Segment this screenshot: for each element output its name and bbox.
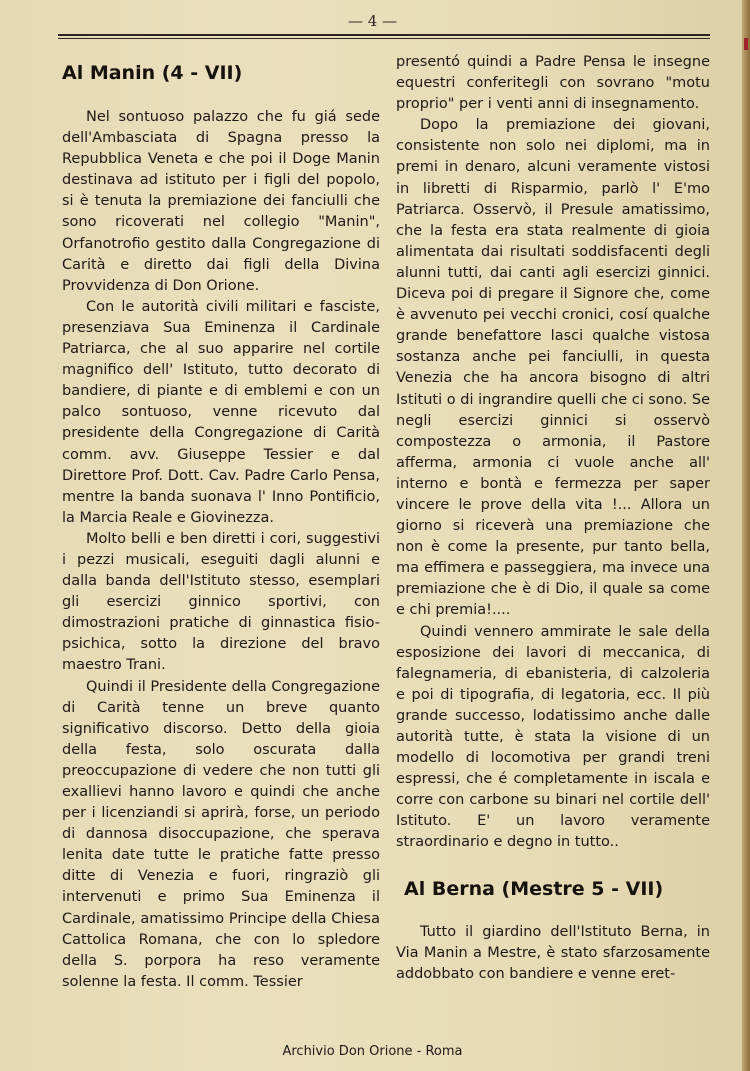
section-heading-manin: Al Manin (4 - VII) (62, 62, 243, 84)
section-heading-berna: Al Berna (Mestre 5 - VII) (404, 877, 664, 900)
article-paragraph: Quindi il Presidente della Congregazione di Carità tenne un breve quanto significativo discorso. Detto della gioia della festa, solo oscurata dalla preoccupazione di vedere che non tutti gli exallievi hanno lavoro e quindi che anche per i licenziandi si aprirà, forse, un periodo di dannosa disoccupazione, che sperava lenita date tutte le pratiche fatte presso ditte di Venezia e fuori, ringraziò gli intervenuti e primo Sua Eminenza il Cardinale, amatissimo Principe della Chiesa Cattolica Romana, che con lo spledore della S. porpora ha reso veramente solenne la festa. Il comm. Tessier (62, 678, 380, 990)
article-paragraph: presentó quindi a Padre Pensa le insegne equestri conferitegli con sovrano "motu proprio" per i venti anni di insegnamento. (396, 54, 710, 113)
red-marker (744, 38, 748, 50)
article-paragraph: Tutto il giardino dell'Istituto Berna, in Via Manin a Mestre, è stato sfarzosamente addobbato con bandiere e venne eret- (396, 923, 710, 982)
page-number: — 4 — (347, 12, 398, 30)
article-paragraph: Molto belli e ben diretti i cori, suggestivi i pezzi musicali, eseguiti dagli alunni e dalla banda dell'Istituto stesso, esemplari gli esercizi ginnico sportivi, con dimostrazioni pratiche di ginnastica fisio-psichica, sotto la direzione del bravo maestro Trani. (62, 530, 380, 674)
right-column (396, 52, 710, 985)
header-rule (58, 34, 710, 36)
left-column (62, 52, 380, 993)
article-paragraph: Quindi vennero ammirate le sale della esposizione dei lavori di meccanica, di falegnameria, di ebanisteria, di calzoleria e poi di tipografia, di legatoria, ecc. Il più grande successo, lodatissimo anche dalle autorità tutte, è stata la visione di un modello di locomotiva per grandi treni espressi, che é completamente in iscala e corre con carbone su binari nel cortile dell' Istituto. E' un lavoro veramente straordinario e degno in tutto.. (396, 623, 710, 851)
article-paragraph: Nel sontuoso palazzo che fu giá sede dell'Ambasciata di Spagna presso la Repubblica Veneta e che poi il Doge Manin destinava ad istituto per i figli del popolo, si è tenuta la premiazione dei fanciulli che sono ricoverati nel collegio "Manin", Orfanotrofio gestito dalla Congregazione di Carità e diretto dai figli della Divina Provvidenza di Don Orione. (62, 109, 380, 294)
page-edge (742, 0, 750, 1071)
header-rule-thin (58, 38, 710, 39)
archive-footer: Archivio Don Orione - Roma (282, 1044, 463, 1059)
article-paragraph: Con le autorità civili militari e fasciste, presenziava Sua Eminenza il Cardinale Patriarca, che al suo apparire nel cortile magnifico dell' Istituto, tutto decorato di bandiere, di piante e di emblemi e con un palco sontuoso, venne ricevuto dal presidente della Congregazione di Carità comm. avv. Giuseppe Tessier e dal Direttore Prof. Dott. Cav. Padre Carlo Pensa, mentre la banda suonava l' Inno Pontificio, la Marcia Reale e Giovinezza. (62, 298, 380, 526)
article-paragraph: Dopo la premiazione dei giovani, consistente non solo nei diplomi, ma in premi in denaro, alcuni veramente vistosi in libretti di Risparmio, parlò l' E'mo Patriarca. Osservò, il Presule amatissimo, che la festa era stata realmente di gioia alimentata dai risultati soddisfacenti degli alunni tutti, dai canti agli esercizi ginnici. Diceva poi di pregare il Signore che, come è avvenuto pei vecchi cronici, cosí qualche grande benefattore lasci qualche vistosa sostanza anche pei fanciulli, in questa Venezia che ha ancora bisogno di altri Istituti o di ingrandire quelli che ci sono. Se negli esercizi ginnici si osservò compostezza o armonia, il Pastore afferma, armonia ci vuole anche all' interno e bontà e fermezza per saper vincere le prove della vita !... Allora un giorno si riceverà una premiazione che non è come la presente, pur tanto bella, ma effimera e passeggiera, ma invece una premiazione che è di Dio, il quale sa come e chi premia!.... (396, 117, 710, 619)
